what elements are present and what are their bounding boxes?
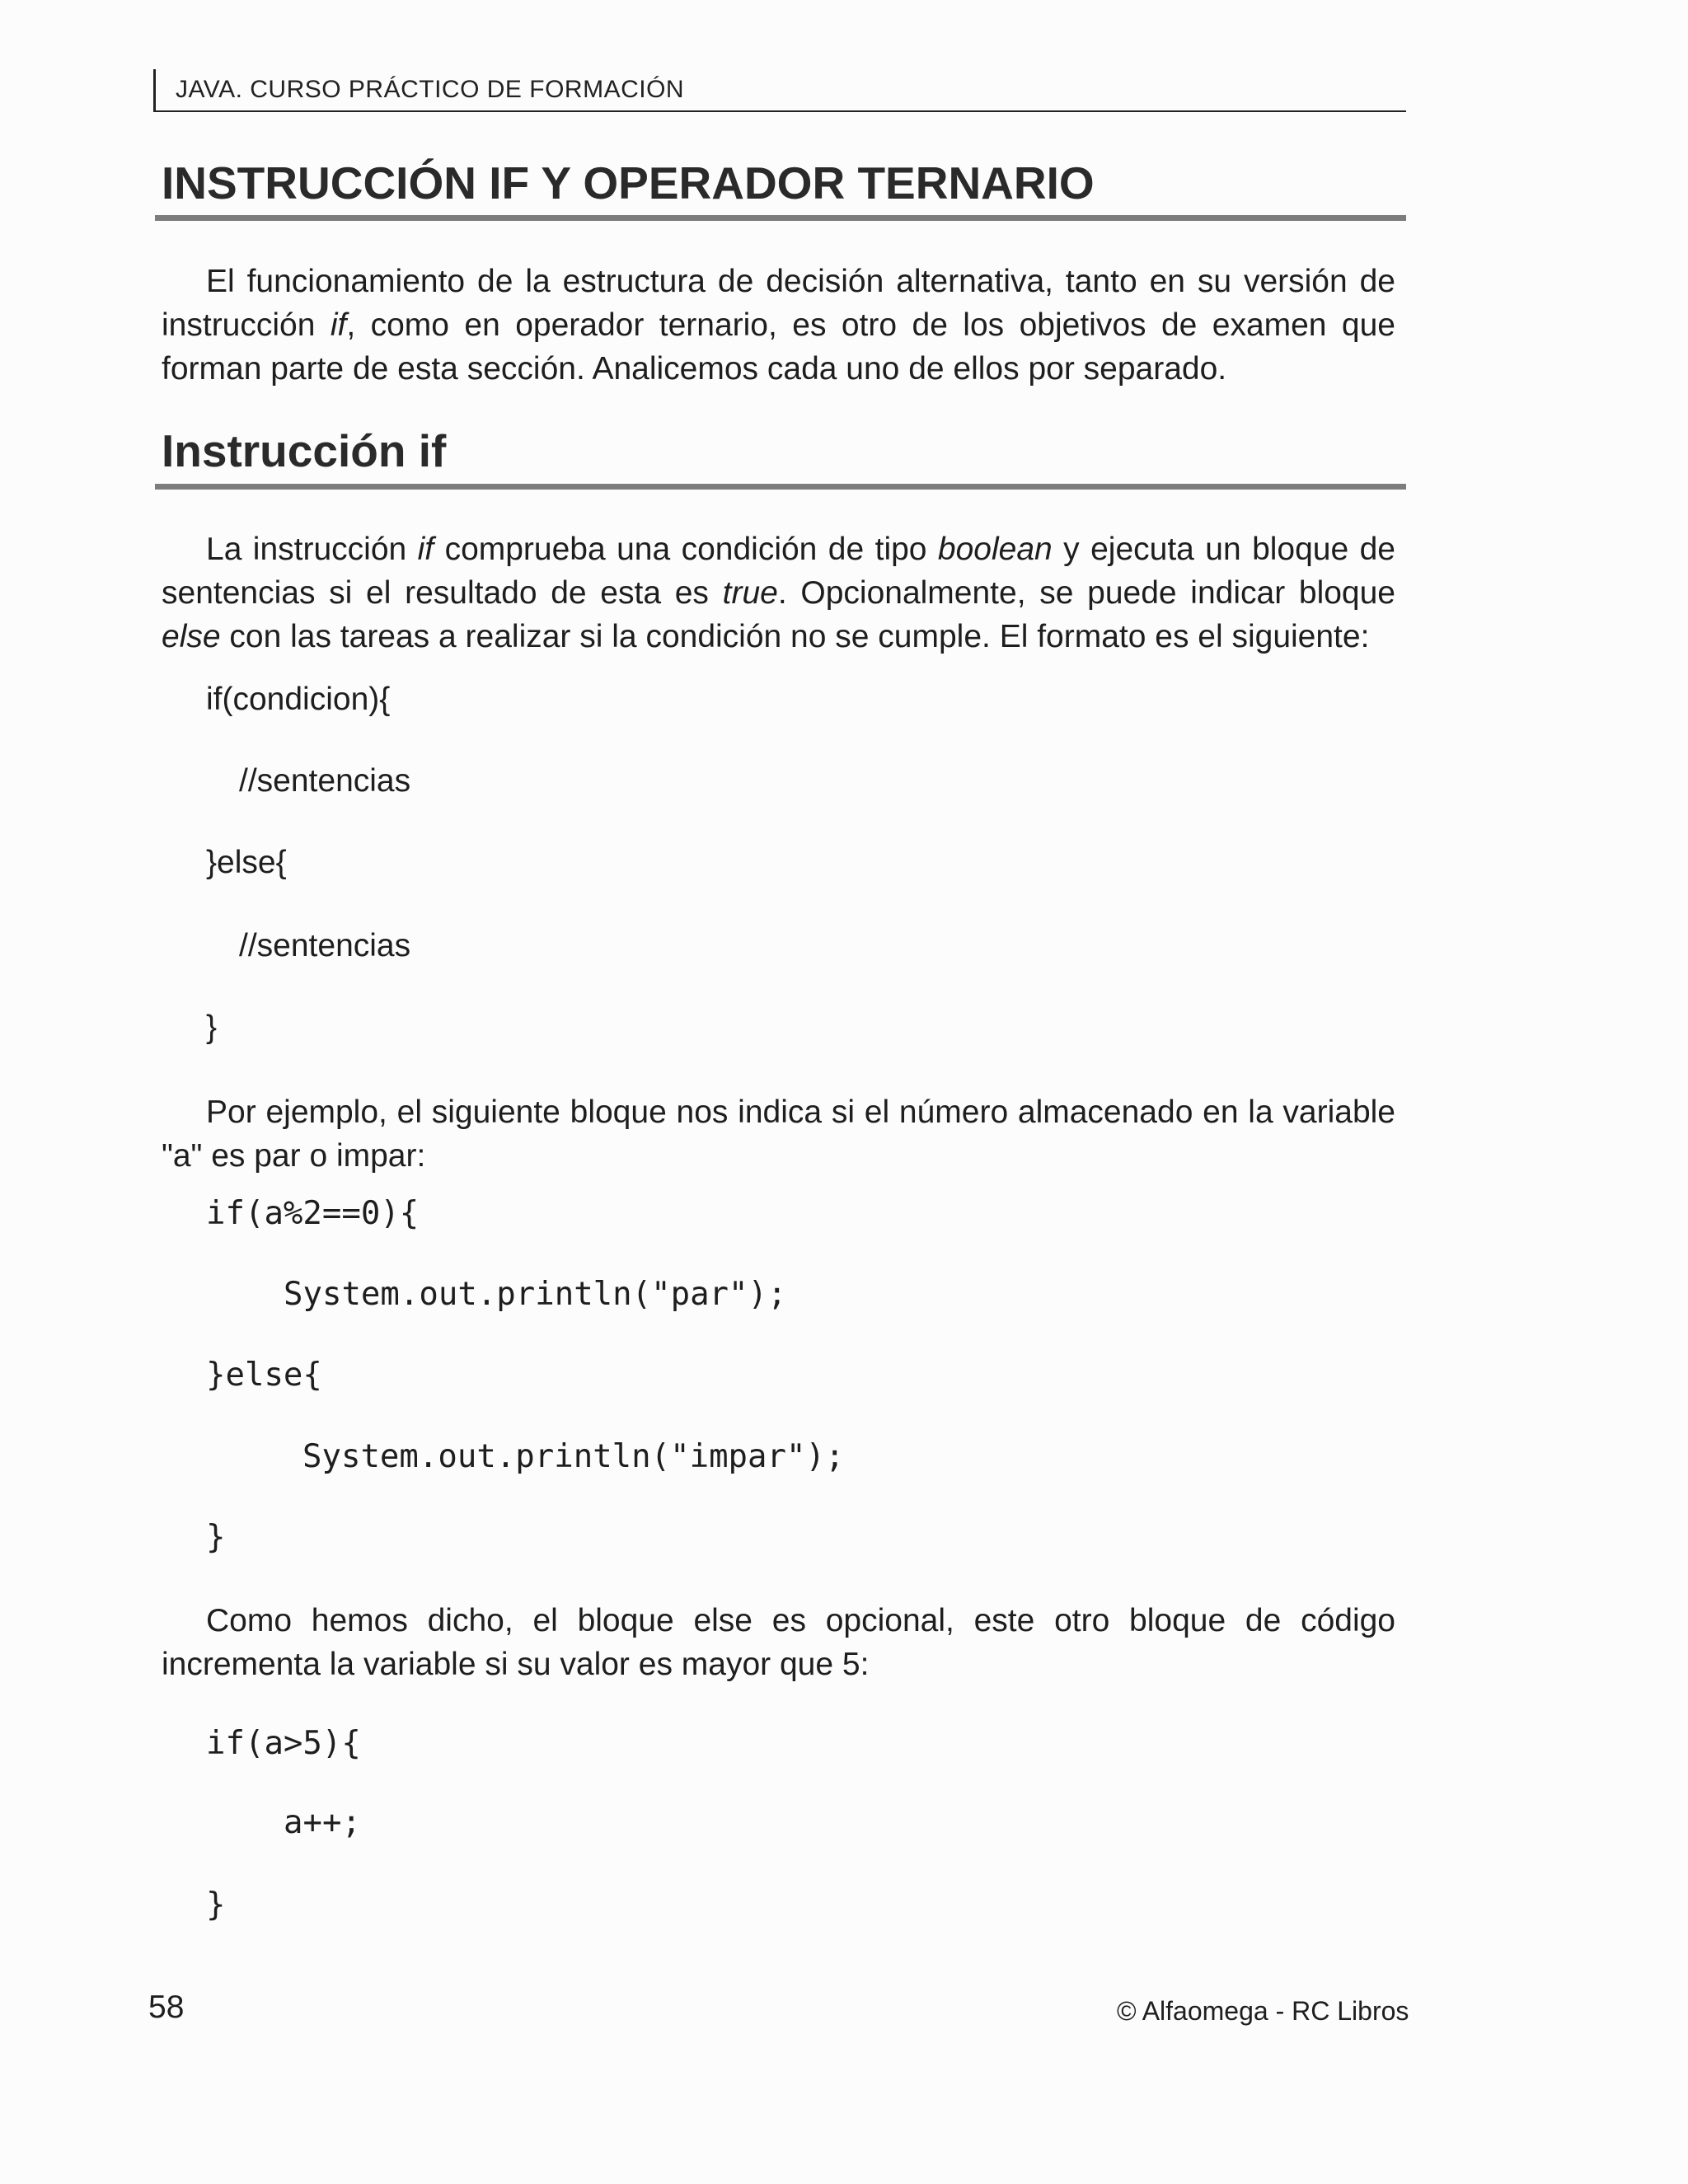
- code-line: }: [206, 1010, 218, 1045]
- code-line: if(a%2==0){: [206, 1195, 420, 1232]
- example2-intro-paragraph: Como hemos dicho, el bloque else es opcional, este otro bloque de código incrementa la variable si su valor es mayor que 5:: [162, 1603, 1395, 1682]
- code-line: }else{: [206, 845, 287, 880]
- running-header-title: JAVA. CURSO PRÁCTICO DE FORMACIÓN: [176, 76, 685, 103]
- code-line: System.out.println("impar");: [302, 1438, 845, 1475]
- code-line: //sentencias: [239, 928, 411, 963]
- code-line: System.out.println("par");: [284, 1276, 787, 1313]
- section-heading: INSTRUCCIÓN IF Y OPERADOR TERNARIO: [162, 157, 1095, 209]
- if-description-paragraph: La instrucción if comprueba una condición de tipo boolean y ejecuta un bloque de sentencias si el resultado de esta es true. Opcionalmente, se puede indicar bloque else con las tareas a realizar si la condición no se cumple. El formato es el siguiente:: [162, 532, 1395, 654]
- code-line: }: [206, 1886, 226, 1924]
- code-line: //sentencias: [239, 763, 411, 799]
- page-number: 58: [148, 1990, 185, 2025]
- code-line: a++;: [284, 1804, 361, 1841]
- publisher-credit: © Alfaomega - RC Libros: [1117, 1996, 1409, 2026]
- subsection-heading-rule: [155, 484, 1406, 490]
- code-line: }: [206, 1519, 226, 1556]
- example1-intro-paragraph: Por ejemplo, el siguiente bloque nos indica si el número almacenado en la variable "a" es par o impar:: [162, 1094, 1395, 1174]
- running-header: [153, 69, 1406, 112]
- code-line: if(a>5){: [206, 1725, 361, 1762]
- subsection-heading: Instrucción if: [162, 425, 447, 476]
- code-line: if(condicion){: [206, 682, 391, 717]
- section-heading-rule: [155, 215, 1406, 221]
- code-line: }else{: [206, 1357, 322, 1394]
- section-intro-paragraph: El funcionamiento de la estructura de decisión alternativa, tanto en su versión de instrucción if, como en operador ternario, es otro de los objetivos de examen que forman parte de esta sección. Analicemos cada uno de ellos por separado.: [162, 264, 1395, 387]
